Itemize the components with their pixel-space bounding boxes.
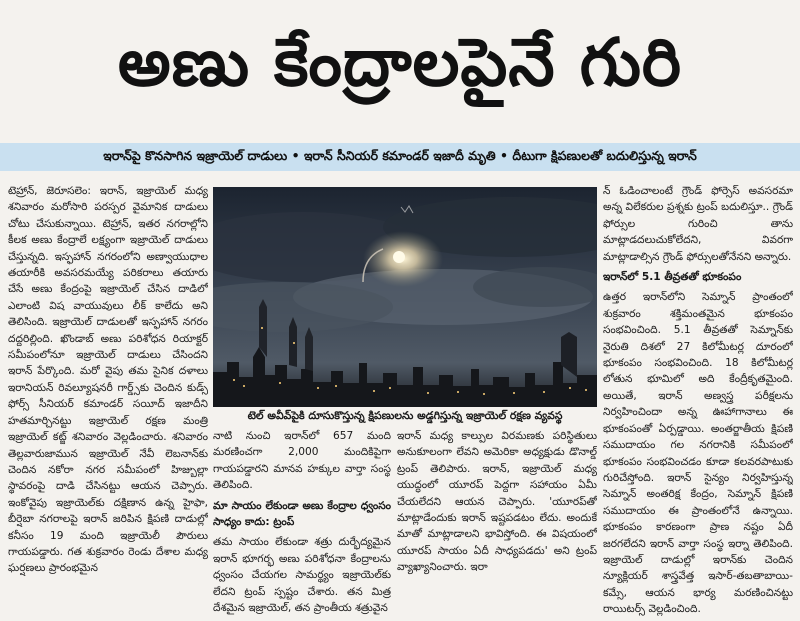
article-column-3 [603, 183, 793, 619]
night-sky-city-photo [213, 187, 597, 407]
article-column-2b [397, 428, 597, 618]
section-subheading: మా సాయం లేకుండా అణు కేంద్రాల ధ్వంసం సాధ్యం కాదు: ట్రంప్ [213, 499, 391, 529]
article-paragraph: న్ ఓడించాలంటే గ్రౌండ్ ఫోర్సెస్ అవసరమా అన్న విలేకరుల ప్రశ్నకు ట్రంప్ బదులిస్తూ.. గ్రౌండ్ ఫోర్సుల గురించి తాను మాట్లాడదలుచుకోలేదని, వివరగా మాట్లాడాల్సిన గ్రౌండ్ ఫోర్సులతోనేనని అన్నారు. [603, 185, 793, 263]
headline: అణు కేంద్రాలపైనే గురి [117, 23, 683, 101]
article-paragraph: ఉత్తర ఇరాన్‌లోని సెమ్నాన్ ప్రాంతంలో శుక్రవారం శక్తిమంతమైన భూకంపం సంభవించింది. 5.1 తీవ్రతతో సెమ్నాన్‌కు నైరుతి దిశలో 27 కిలోమీటర్ల దూరంలో భూకంపం సంభవించింది. 18 కిలోమీటర్ల లోతున భూమిలో అది కేంద్రీకృతమైంది. అయితే, ఇరాన్ అణ్వస్త్ర పరీక్షలను నిర్వహించిందా అన్న ఊహాగానాలు ఈ భూకంపంతో ఏర్పడ్డాయి. అంతర్జాతీయ క్షిపణి సముదాయం గల నగరానికి సమీపంలో భూకంపం సంభవించడం కూడా కలవరపాటుకు గురిచేస్తోంది. ఇరాన్ సైన్యం నిర్వహిస్తున్న సెమ్నాన్ అంతరిక్ష కేంద్రం, సెమ్నాన్ క్షిపణి సముదాయం ఈ ప్రాంతంలోనే ఉన్నాయి. భూకంపం కారణంగా ప్రాణ నష్టం ఏదీ జరగలేదని ఇరాన్ వార్తా సంస్థ ఇర్నా తెలిపింది. ఇజ్రాయెల్ దాడుల్లో ఇరాన్‌కు చెందిన న్యూక్లియర్ శాస్త్రవేత్త ఇసార్-తబతాబాయి-కమ్సే, ఆయన భార్య మరణించినట్టు రాయిటర్స్ వెల్లడించింది. [603, 291, 793, 616]
news-photo [213, 187, 597, 407]
article-paragraph: ఇరాన్ మధ్య కాల్పుల విరమణకు పరిస్థితులు అనుకూలంగా లేవని అమెరికా అధ్యక్షుడు డొనాల్డ్ ట్రంప్ తెలిపారు. ఇరాన్, ఇజ్రాయెల్ మధ్య యుద్ధంలో యూరప్ పెద్దగా సహాయం ఏమీ చేయలేదని ఆయన చెప్పారు. 'యూరప్‌తో మాట్లాడేందుకు ఇరాన్ ఇష్టపడటం లేదు. అందుకే మాతో మాట్లాడాలని భావిస్తోంది. ఈ విషయంలో యూరప్ సాయం ఏదీ సాధ్యపడదు' అని ట్రంప్ వ్యాఖ్యానించారు. ఇరా [397, 430, 597, 574]
section-subheading: ఇరాన్‌లో 5.1 తీవ్రతతో భూకంపం [603, 271, 742, 284]
article-paragraph: నాటి నుంచి ఇరాన్‌లో 657 మంది మరణించగా 2,000 మందికిపైగా గాయపడ్డారని మానవ హక్కుల వార్తా సంస్థ తెలిపింది. [213, 430, 391, 492]
article-paragraph: టెహ్రాన్, జెరూసలెం: ఇరాన్, ఇజ్రాయెల్ మధ్య శనివారం మరోసారి పరస్పర వైమానిక దాడులు చోటు చేసుకున్నాయి. టెహ్రాన్, ఇతర నగరాల్లోని కీలక అణు కేంద్రాలే లక్ష్యంగా ఇజ్రాయెల్ దాడులు చేస్తున్నది. ఇస్ఫహాన్ నగరంలోని అణ్వాయుధాల తయారీకి అవసరమయ్యే పరికరాలు తయారు చేసే అణు కేంద్రంపై ఇజ్రాయెల్ చేసిన దాడిలో ఎలాంటి విష వాయువులు లీక్ కాలేదు అని తెలిసింది. ఇజ్రాయెల్ దాడులతో ఇస్ఫహాన్ నగరం దద్దరిల్లింది. ఖొండాబ్ అణు పరిశోధన రియాక్టర్ సమీపంలోనూ ఇజ్రాయెల్ దాడులు చేసిందని ఇరాన్ పేర్కొంది. మరో వైపు తమ సైనిక దళాలు ఇరానియన్ రివల్యూషనరీ గార్డ్స్‌కు చెందిన కుడ్స్ ఫోర్స్ సీనియర్ కమాండర్ సయీద్ ఇజాదీని హతమార్చినట్టు ఇజ్రాయెల్ రక్షణ మంత్రి ఇజ్రాయెల్ కట్జ్ శనివారం వెల్లడించారు. శనివారం తెల్లవారుజామున ఇజ్రాయెల్ నేవీ లెబనాన్‌కు చెందిన నకోరా నగర సమీపంలో హిజ్బుల్లా స్థావరంపై దాడి చేసినట్టు ఆయన చెప్పారు. ఇంకోవైపు ఇజ్రాయెల్‌కు దక్షిణాన ఉన్న హైఫా, బీర్షెబా నగరాలపై ఇరాన్ జరిపిన క్షిపణి దాడుల్లో కనీసం 19 మంది ఇజ్రాయెలీ పౌరులు గాయపడ్డారు. గత శుక్రవారం రెండు దేశాల మధ్య ఘర్షణలు ప్రారంభమైన [8, 185, 208, 575]
subheadline-banner: ఇరాన్‌పై కొనసాగిన ఇజ్రాయెల్ దాడులు • ఇరాన్ సీనియర్ కమాండర్ ఇజాదీ మృతి • దీటుగా క్షిపణులతో బదులిస్తున్న ఇరాన్ [0, 143, 800, 171]
article-paragraph: తమ సాయం లేకుండా శత్రు దుర్భేద్యమైన ఇరాన్ భూగర్భ అణు పరిశోధనా కేంద్రాలను ధ్వంసం చేయగల సామర్థ్యం ఇజ్రాయెల్‌కు లేదని ట్రంప్ స్పష్టం చేశారు. తన మిత్ర దేశమైన ఇజ్రాయెల్, తన ప్రాంతీయ శత్రువైన [213, 536, 391, 615]
article-column-1 [8, 183, 208, 619]
article-column-2a [213, 428, 391, 618]
photo-caption: టెల్ అవీవ్‌పైకి దూసుకొస్తున్న క్షిపణులను అడ్డగిస్తున్న ఇజ్రాయెల్ రక్షణ వ్యవస్థ [247, 409, 563, 422]
